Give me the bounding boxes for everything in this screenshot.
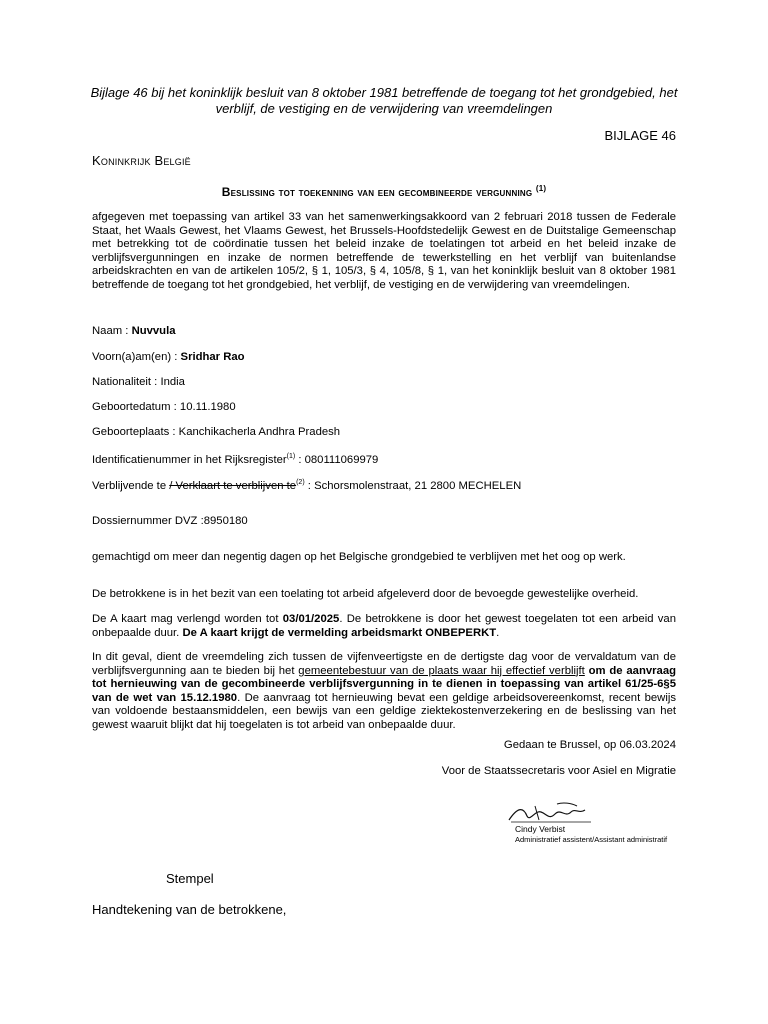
- national-register-footnote: (1): [286, 453, 296, 460]
- card-expiry-date: 03/01/2025: [282, 613, 340, 625]
- card-text-end: .: [496, 626, 500, 639]
- national-register-field: [92, 450, 378, 467]
- residence-footnote: (2): [296, 479, 305, 486]
- on-behalf-of: Voor de Staatssecretaris voor Asiel en Migratie: [441, 765, 676, 777]
- surname-label: Naam :: [92, 325, 132, 337]
- surname-field: [92, 324, 176, 338]
- official-signature-icon: [505, 800, 595, 826]
- signatory-name: Cindy Verbist: [515, 824, 566, 834]
- residence-struck-option: / Verklaart te verblijven te: [169, 479, 297, 492]
- card-text-1: De A kaart mag verlengd worden tot: [92, 613, 283, 625]
- authorization-paragraph: gemachtigd om meer dan negentig dagen op het Belgische grondgebied te verblijven met het oog op werk.: [92, 551, 626, 563]
- decision-title-text: Beslissing tot toekenning van een gecombineerde vergunning: [221, 185, 533, 199]
- renewal-legal-reference: om de aanvraag tot hernieuwing van de gecombineerde verblijfsvergunning in te dienen in toepassing van artikel 61/25-6§5 van de wet van 15.12.1980: [92, 664, 677, 704]
- residence-address: : Schorsmolenstraat, 21 2800 MECHELEN: [304, 479, 522, 492]
- renewal-text-3: . De aanvraag tot hernieuwing bevat een geldige arbeidsovereenkomst, recent bewijs van voldoende bestaansmiddelen, een bewijs van een geldige ziektekostenverzekering en de beslissing van het gewest waaruit blijkt dat hij toegelaten is tot arbeid van onbepaalde duur.: [92, 691, 676, 731]
- signatory-role: Administratief assistent/Assistant administratif: [515, 835, 668, 844]
- residence-label: Verblijvende te: [92, 479, 170, 492]
- dossier-number-field: Dossiernummer DVZ :8950180: [92, 515, 248, 527]
- residence-field: [92, 476, 521, 493]
- place-and-date: Gedaan te Brussel, op 06.03.2024: [503, 739, 676, 751]
- birth-place-field: Geboorteplaats : Kanchikacherla Andhra Pradesh: [92, 426, 341, 438]
- given-names-field: [92, 350, 245, 364]
- nationality-field: Nationaliteit : India: [92, 376, 185, 388]
- national-register-value: : 080111069979: [295, 453, 379, 466]
- decision-footnote: (1): [535, 184, 547, 193]
- renewal-text-1: In dit geval, dient de vreemdeling zich tussen de vijfenveertigste en de dertigste dag voor de vervaldatum van de verblijfsvergunning aan te bieden bij het: [92, 651, 676, 677]
- annex-label: BIJLAGE 46: [604, 128, 676, 143]
- legal-basis-paragraph: afgegeven met toepassing van artikel 33 van het samenwerkingsakkoord van 2 februari 2018 tussen de Federale Staat, het Waals Gewest, het Vlaams Gewest, het Brussels-Hoofdstedelijk Gewest en de Duitstalige Gemeenschap met betrekking tot de coördinatie tussen het beleid inzake de toelatingen tot arbeid en het beleid inzake de verblijfsvergunningen en inzake de normen betreffende de tewerkstelling en het verblijf van buitenlandse arbeidskrachten en van de artikelen 105/2, § 1, 105/3, § 4, 105/8, § 1, van het koninklijk besluit van 8 oktober 1981 betreffende de toegang tot het grondgebied, het verblijf, de vestiging en de verwijdering van vreemdelingen.: [92, 211, 676, 291]
- birth-date-field: Geboortedatum : 10.11.1980: [92, 401, 236, 413]
- card-text-2: . De betrokkene is door het gewest toegelaten tot een arbeid van onbepaalde duur.: [92, 613, 676, 639]
- renewal-municipality: gemeentebestuur van de plaats waar hij effectief verblijft: [298, 664, 585, 677]
- given-names-label: Voorn(a)am(en) :: [92, 351, 181, 363]
- renewal-paragraph: [92, 651, 676, 733]
- card-labour-market-note: De A kaart krijgt de vermelding arbeidsmarkt ONBEPERKT: [182, 626, 497, 639]
- stamp-label: Stempel: [166, 871, 214, 886]
- holder-signature-label: Handtekening van de betrokkene,: [92, 902, 287, 917]
- annex-heading: Bijlage 46 bij het koninklijk besluit van 8 oktober 1981 betreffende de toegang tot het grondgebied, het verblijf, de vestiging en de verwijdering van vreemdelingen: [90, 85, 678, 116]
- decision-title: [92, 184, 676, 199]
- work-permit-paragraph: De betrokkene is in het bezit van een toelating tot arbeid afgeleverd door de bevoegde gewestelijke overheid.: [92, 588, 639, 600]
- issuing-country: Koninkrijk België: [92, 153, 191, 168]
- national-register-label: Identificatienummer in het Rijksregister: [92, 453, 287, 466]
- card-validity-paragraph: [92, 613, 676, 640]
- surname-value: Nuvvula: [131, 325, 176, 337]
- given-names-value: Sridhar Rao: [180, 351, 245, 363]
